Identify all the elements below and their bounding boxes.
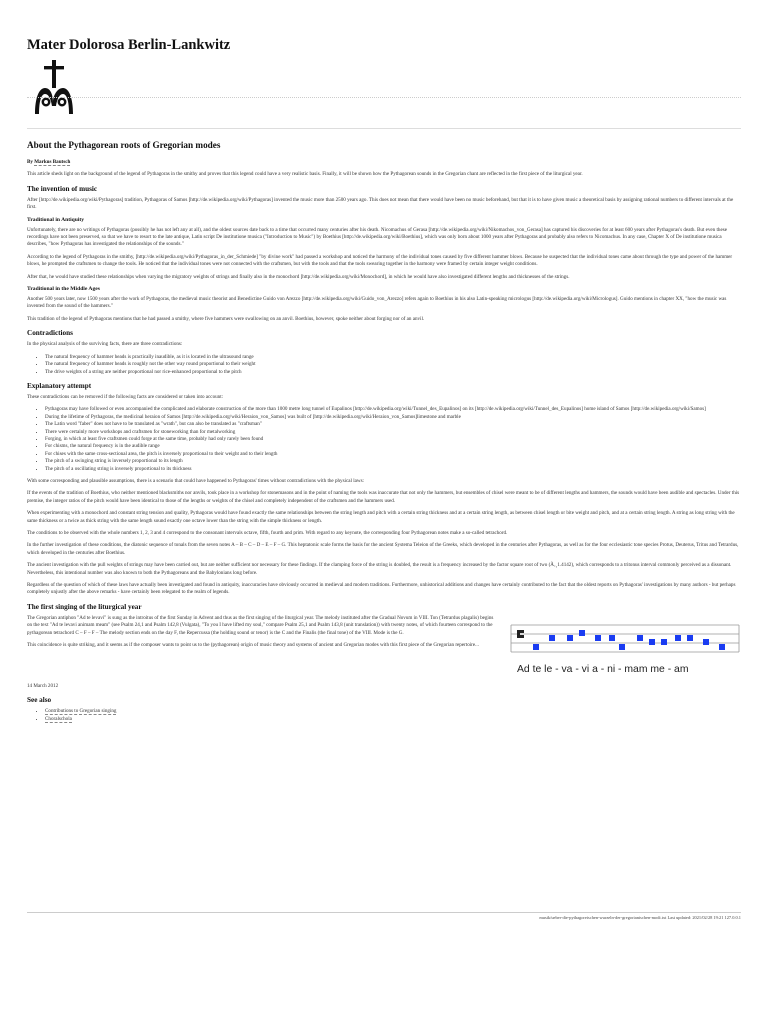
list-item: • Forging, in which at least five craftsmen could forge at the same time, probably had only rarely been found (45, 436, 741, 443)
paragraph: After that, he would have studied these relationships when varying the migratory weights of strings and finally also in the monochord [http://de.wikipedia.org/wiki/Monochord], in which he would have also investigated different lengths and thicknesses of the strings. (27, 273, 570, 280)
intro-paragraph: This article sheds light on the background of the legend of Pythagoras in the smithy and proves that this legend could have a very realistic basis. Finally, it will be shown how the Pythagorean sounds in the Gregorian chant are reflected in the first piece of the liturgical year. (27, 171, 583, 178)
author-link[interactable]: Markus Bautsch (34, 159, 71, 165)
chant-lyrics: Ad te le - va - vi a - ni - mam me - am (517, 663, 689, 675)
paragraph: After [http://de.wikipedia.org/wiki/Pythagoras] tradition, Pythagoras of Samos [http://de.wikipedia.org/wiki/Pythagoras] invented the music more than 2500 years ago. This does not mean that there would have been no music beforehand, but that it is to have given music a theoretical basis by assigning rational numbers to different intervals at the first. (27, 196, 734, 211)
see-also-link[interactable]: Contributions to Gregorian singing (45, 708, 117, 715)
logo-divider (27, 97, 741, 98)
section-heading-liturgical: The first singing of the liturgical year (27, 602, 142, 611)
liturgy-text (27, 615, 497, 655)
paragraph: Another 500 years later, now 1500 years after the work of Pythagoras, the medieval music theorist and Benedictine Guido von Arezzo [http://de.wikipedia.org/wiki/Guido_von_Arezzo] refers again to Boethius in his also Latin-speaking micrologus [http://de.wikipedia.org/wiki/Micrologus]. Guido mentions in chapter XX, "how the music was invented from the sound of the hammers." (27, 296, 727, 310)
list-item: • The natural frequency of hammer heads is roughly not the other way round proportional to their weight (45, 361, 741, 368)
see-also-list (27, 708, 741, 723)
paragraph: The conditions to be observed with the whole numbers 1, 2, 3 and 4 correspond to the consonant intervals octave, fifth, fourth and prim. With regard to any keynote, the corresponding four Pythagorean notes make a so-called tetrachord. (27, 530, 508, 536)
paragraph: The Gregorian antiphon "Ad te levavi" is sung as the introitus of the first Sunday in Advent and thus as the first singing of the liturgical year. The melody instituted after the Gradual Novum in VIII. Ton (Tetrardus plagalis) begins on the text "Ad te levavi animam meam" (see Psalm 24,1 and Psalm 142,8 (Vulgata), "To you I have lifted my soul," compare Psalm 25,1 and Psalm 143,8 (unit translation)) with twenty notes, of which fourteen correspond to the pythagorean tetrachord C – F – F – The melody section ends on the day F, the Repercussa (the holding sound or tenor) is the C and the Finalis (the final tone) of the VIII. Mode is the G. (27, 614, 494, 636)
contradictions-list (27, 354, 741, 376)
paragraph: The ancient investigation with the pull weights of strings may have been carried out, but are neither sufficient nor necessary for these findings. If the clamping force of the string is doubled, the result is a frequency increased by the factor square root of two (Ã‚¸1.4142), which corresponds to a tritonus interval commonly perceived as a dissonant. Nevertheless, this intentional number was also known to both the Pythagoreans and the Babylonians long before. (27, 562, 732, 576)
article-date: 14 March 2012 (27, 682, 59, 689)
chant-note (609, 635, 615, 641)
paragraph: Regardless of the question of which of these laws have actually been investigated and found in antiquity, inaccuracies have obviously occurred in medieval and modern traditions. Furthermore, unhistorical additions and changes have certainly contributed to the fact that the oldest reports on Pythagoras' investigations by many authors - but perhaps completely unjustly after the above remarks - have certainly been relegated to the realm of legends. (27, 582, 736, 596)
section-heading-explanatory: Explanatory attempt (27, 381, 92, 390)
list-item: • The pitch of a oscillating string is inversely proportional to its thickness (45, 466, 741, 473)
liturgy-section (27, 615, 741, 675)
paragraph: In the physical analysis of the surviving facts, there are three contradictions: (27, 341, 183, 348)
list-item: • The Latin word "faber" does not have to be translated as "wrath", but can also be translated as "craftsman" (45, 421, 741, 428)
paragraph: This coincidence is quite striking, and it seems as if the composer wants to point us to the (pythagorean) origin of music theory and systems of ancient and Gregorian modes with this first piece of the Gregorian repertoire... (27, 642, 479, 649)
section-heading-see-also: See also (27, 696, 52, 705)
section-heading-contradictions: Contradictions (27, 329, 73, 338)
list-item: • For chisms, the natural frequency is in the audible range (45, 443, 741, 450)
list-item: • The pitch of a swinging string is inversely proportional to its length (45, 458, 741, 465)
paragraph: In the further investigation of these conditions, the diatonic sequence of tonals from the seven notes A – B – C – D – E – F – G. This heptatonic scale forms the basis for the ancient Systema Teleion of the Greeks, which developed in the centuries after Pythagoras, as well as for the four ecclesiastic tone species Protus, Deuterus, Tritus and Tetrardus, which developed in the centuries after Boethius. (27, 542, 739, 556)
see-also-link[interactable]: Choralschola (45, 715, 72, 722)
section-heading-middle-ages: Traditional in the Middle Ages (27, 286, 100, 293)
church-logo[interactable] (29, 58, 79, 118)
chant-note (549, 635, 555, 641)
chant-notes (533, 630, 725, 650)
paragraph: When experimenting with a monochord and constant string tension and quality, Pythagoras would have found exactly the same relationships between the string length and pitch with a certain string thickness and at a certain string length, as between chisel length or bite weight and pitch, and at a certain string length. A string as long string with the same thickness or a twice as thick string with the same length sound exactly one octave lower than the string with the simple thickness or length. (27, 510, 735, 524)
paragraph: Unfortunately, there are no writings of Pythagoras (possibly he has not left any at all), and the oldest sources date back to a time that occurred many centuries after his death. Nicomachus of Gerasa [http://de.wikipedia.org/wiki/Nikomachos_von_Gerasa] has captured his discoveries for at least 600 years after Pythagoras's death. But even these recordings have not been preserved, so that we have to resort to the late antique, Latin script De institutione musica ("Introduction to Music") by Boethius [http://de.wikipedia.org/wiki/Boethius], which was only born about 1000 years after Pythagoras and probably also refers to Nicomachus. In any case, Chapter X of De institutione musica describes, "how Pythagoras has investigated the relationships of the sounds." (27, 226, 727, 248)
paragraph: According to the legend of Pythagoras in the smithy, [http://de.wikipedia.org/wiki/Pythagoras_in_der_Schmiede] "by divine work" had passed a workshop and noticed the harmony of the individual tones caused by five different hammer blows. Because he suspected that the individual tones came about through the type and power of the hammer blows, he prompted the craftsmen to change the tools. He noticed that the individual tones were not connected with the craftsmen, but with the tools and that the tools swearing together in the harmony were framed by certain integer weight conditions. (27, 253, 733, 268)
footer-info: musik/ueber-die-pythagoreischen-wurzeln-der-gregorianischen-modi.txt Last updated: 2021/02/28 19:21 127.0.0.1 (539, 915, 741, 920)
chant-note (687, 635, 693, 641)
logo-ornament (35, 88, 73, 114)
chant-note (637, 635, 643, 641)
list-item: • Pythagoras may have followed or even accompanied the complicated and elaborate construction of the more than 1000 metre long tunnel of Eupalinos [http://de.wikipedia.org/wiki/Tunnel_des_Eupalinos] on its [http://de.wikipedia.org/wiki/Tunnel_des_Eupalinos] home island of Samos [http://de.wikipedia.org/wiki/Samos] (45, 406, 741, 413)
chant-note (719, 644, 725, 650)
chant-note (619, 644, 625, 650)
chant-note (533, 644, 539, 650)
chant-note (567, 635, 573, 641)
list-item: • During the lifetime of Pythagoras, the medicinal heraion of Samos [http://de.wikipedia.org/wiki/Heraion_von_Samos] was built of [http://de.wikipedia.org/wiki/Heraion_von_Samos]limestone and marble (45, 414, 741, 421)
logo-cross-horizontal (44, 66, 64, 69)
list-item: • There were certainly more workshops and craftsmen for stoneworking than for metalworking (45, 429, 741, 436)
article-title: About the Pythagorean roots of Gregorian modes (27, 140, 221, 150)
chant-note (579, 630, 585, 636)
article (27, 140, 741, 728)
logo-cross-vertical (52, 60, 56, 88)
list-item: • For chises with the same cross-sectional area, the pitch is inversely proportional to their weight and to their length (45, 451, 741, 458)
logo-dot-right (59, 99, 65, 105)
paragraph: This tradition of the legend of Pythagoras mentions that he had passed a smithy, where five hammers were swallowing on an anvil. Boethius, however, spoke neither about forging nor of an anvil. (27, 315, 425, 322)
byline (27, 159, 741, 166)
section-heading-invention: The invention of music (27, 184, 98, 193)
chant-staff (509, 617, 741, 663)
see-also-item[interactable] (45, 716, 741, 723)
site-title[interactable]: Mater Dolorosa Berlin-Lankwitz (27, 37, 231, 53)
list-item: • The drive weights of a string are neither proportional nor rice-enhanced proportional to the pitch (45, 369, 741, 376)
list-item: • The natural frequency of hammer heads is practically inaudible, as it is located in the ultrasound range (45, 354, 741, 361)
chant-note (675, 635, 681, 641)
section-heading-antiquity: Traditional in Antiquity (27, 216, 85, 223)
byline-prefix: By (27, 159, 33, 165)
chant-note (703, 639, 709, 645)
footer-divider (27, 912, 741, 913)
paragraph: With some corresponding and plausible assumptions, there is a scenario that could have happened to Pythagoras' times without contradictions with the physical laws: (27, 477, 364, 484)
chant-note (649, 639, 655, 645)
header-divider (27, 128, 741, 129)
paragraph: If the events of the tradition of Boethius, who neither mentioned blacksmiths nor anvils, took place in a workshop for stonemasons and in the point of naming the tools was inaccurate that not only the hammers, but ensembles of chisel were meant to be of different lengths and hammers, the sounds would have been audible and spectacles. Under this premise, the integer ratios of the pitch would have been identical to those of the lengths or weights of the chisel and completely independent of the craftsmen and the hammers used. (27, 490, 740, 504)
logo-dot-left (43, 99, 49, 105)
explanatory-list (27, 406, 741, 473)
chant-notation[interactable] (509, 615, 741, 675)
see-also-item[interactable] (45, 708, 741, 715)
chant-note (661, 639, 667, 645)
chant-note (595, 635, 601, 641)
paragraph: These contradictions can be removed if the following facts are considered or taken into account: (27, 393, 224, 400)
